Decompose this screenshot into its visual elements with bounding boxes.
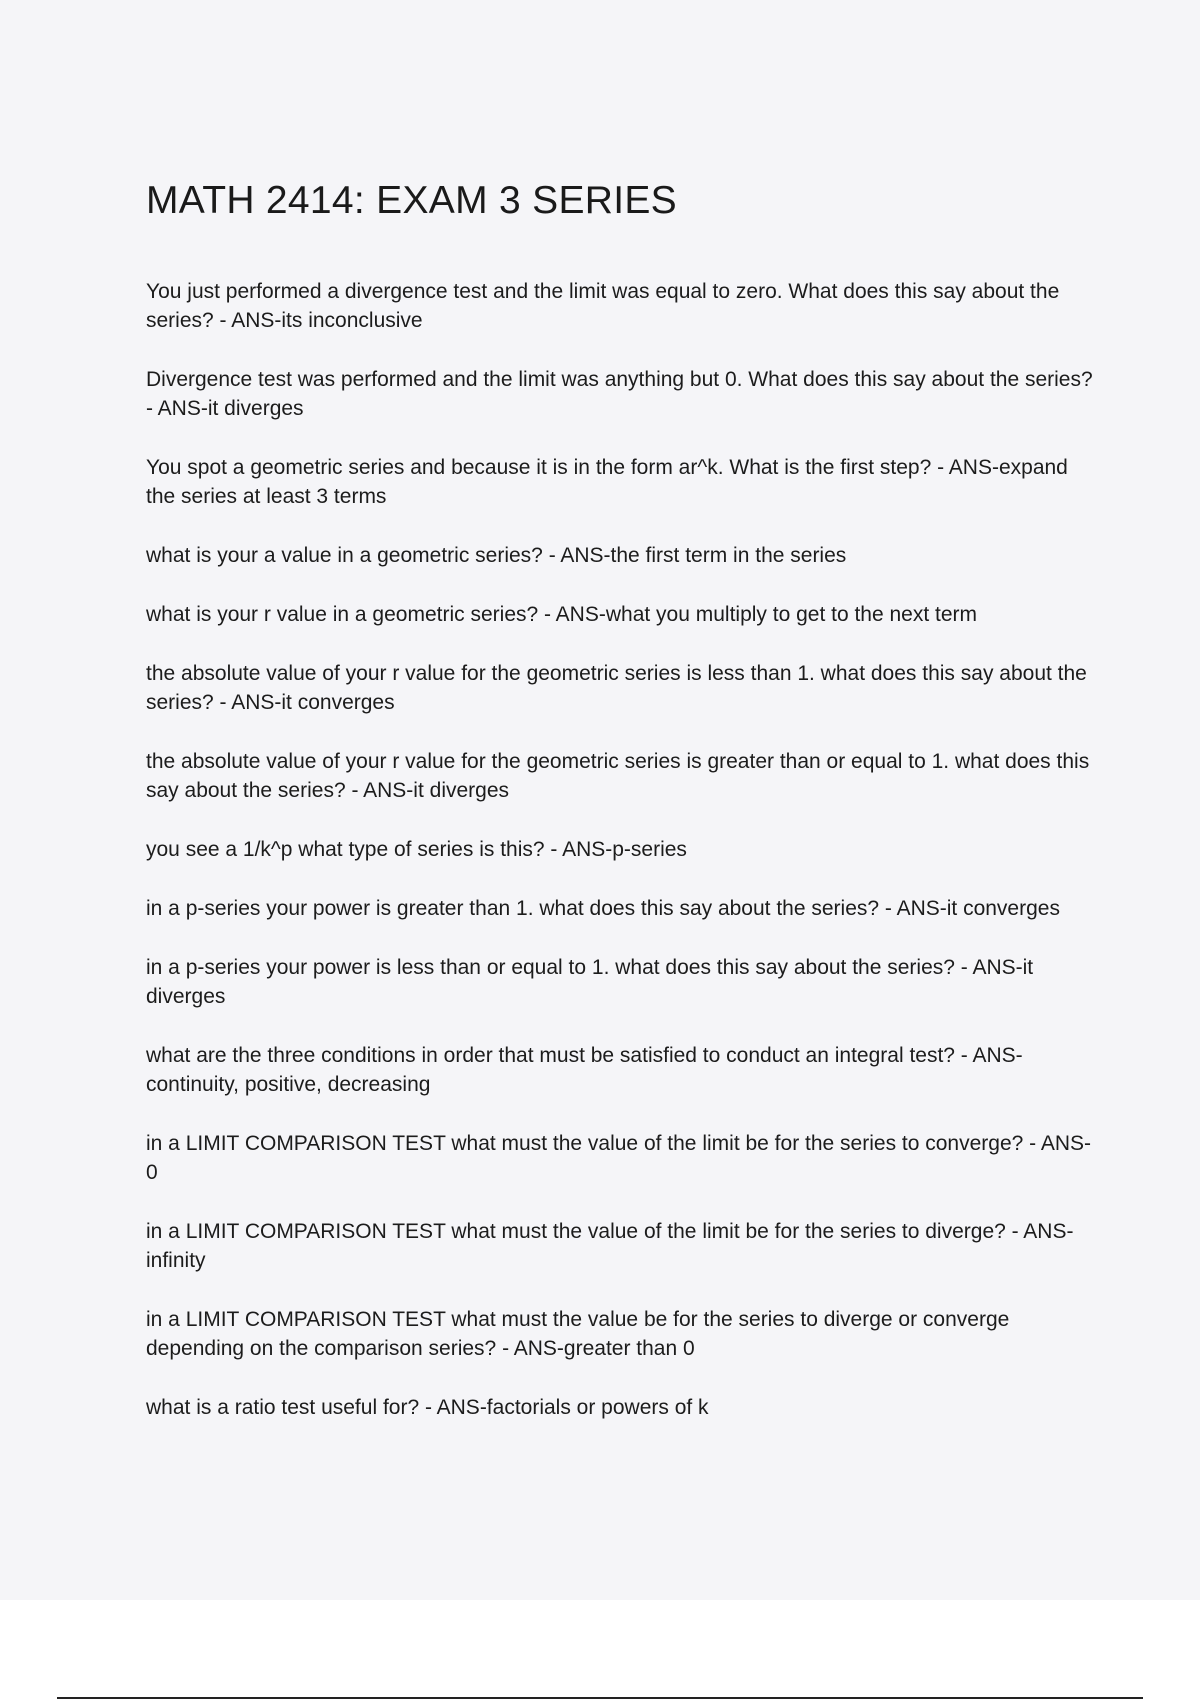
qa-item: You spot a geometric series and because it is in the form ar^k. What is the first step? - ANS-expand the series at least 3 terms [146, 455, 1068, 508]
bottom-divider [57, 1697, 1143, 1699]
qa-item: in a p-series your power is less than or equal to 1. what does this say about the series? - ANS-it diverges [146, 955, 1034, 1008]
qa-item: in a LIMIT COMPARISON TEST what must the value of the limit be for the series to converge? - ANS-0 [146, 1131, 1091, 1184]
page-title: MATH 2414: EXAM 3 SERIES [146, 179, 677, 222]
qa-item: in a LIMIT COMPARISON TEST what must the value of the limit be for the series to diverge? - ANS-infinity [146, 1219, 1074, 1272]
qa-item: the absolute value of your r value for the geometric series is less than 1. what does this say about the series? - ANS-it converges [146, 661, 1087, 714]
qa-item: what is a ratio test useful for? - ANS-factorials or powers of k [146, 1395, 709, 1419]
qa-item: You just performed a divergence test and the limit was equal to zero. What does this say about the series? - ANS-its inconclusive [146, 279, 1060, 332]
qa-item: the absolute value of your r value for the geometric series is greater than or equal to 1. what does this say about the series? - ANS-it diverges [146, 749, 1090, 802]
qa-item: in a p-series your power is greater than 1. what does this say about the series? - ANS-it converges [146, 896, 1060, 920]
qa-item: what is your a value in a geometric series? - ANS-the first term in the series [146, 543, 847, 567]
qa-item: what are the three conditions in order that must be satisfied to conduct an integral test? - ANS-continuity, positive, decreasing [146, 1043, 1023, 1096]
document-content [146, 178, 1096, 1452]
qa-item: you see a 1/k^p what type of series is this? - ANS-p-series [146, 837, 687, 861]
qa-item: what is your r value in a geometric series? - ANS-what you multiply to get to the next term [146, 602, 978, 626]
qa-item: in a LIMIT COMPARISON TEST what must the value be for the series to diverge or converge depending on the comparison series? - ANS-greater than 0 [146, 1307, 1010, 1360]
qa-item: Divergence test was performed and the limit was anything but 0. What does this say about the series? - ANS-it diverges [146, 367, 1093, 420]
